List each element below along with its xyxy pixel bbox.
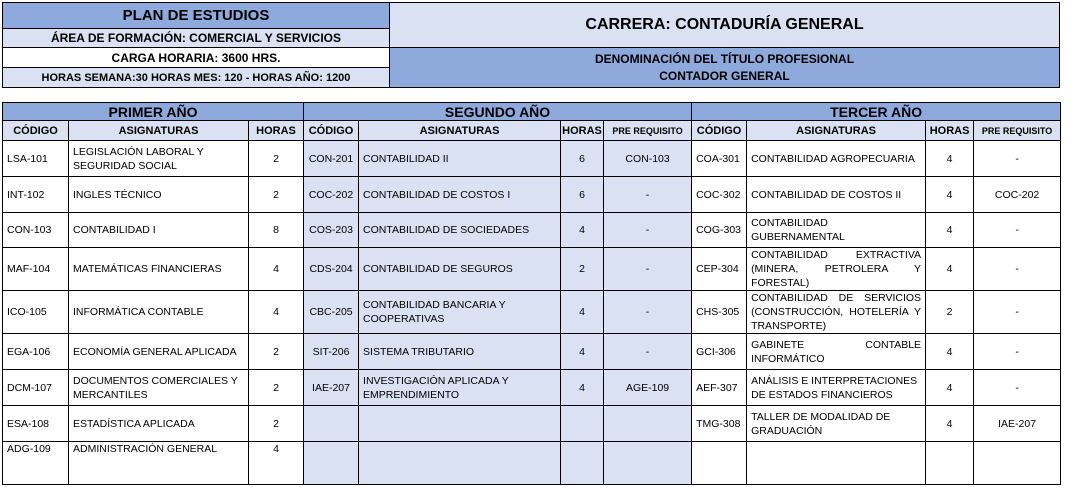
- subject-hours: 4: [926, 177, 974, 213]
- year-3-header: TERCER AÑO: [692, 103, 1061, 121]
- subject-code: EGA-106: [3, 334, 69, 370]
- empty-cell: [561, 406, 604, 442]
- denominacion-value: CONTADOR GENERAL: [659, 68, 790, 83]
- subject-hours: 2: [249, 406, 304, 442]
- subject-prerequisite: -: [604, 177, 692, 213]
- col-asignaturas: ASIGNATURAS: [747, 121, 926, 141]
- subject-name: INVESTIGACIÓN APLICADA Y EMPRENDIMIENTO: [359, 370, 561, 406]
- subject-name: CONTABILIDAD EXTRACTIVA (MINERA, PETROLERA Y FORESTAL): [747, 248, 926, 291]
- subject-prerequisite: -: [974, 291, 1061, 334]
- subject-name: CONTABILIDAD II: [359, 141, 561, 177]
- subject-hours: 4: [926, 370, 974, 406]
- subject-code: INT-102: [3, 177, 69, 213]
- subject-code: COG-303: [692, 213, 747, 248]
- table-row: [3, 442, 1061, 485]
- subject-name: LEGISLACIÓN LABORAL Y SEGURIDAD SOCIAL: [69, 141, 249, 177]
- subject-prerequisite: -: [974, 248, 1061, 291]
- subject-code: CON-103: [3, 213, 69, 248]
- subject-name: MATEMÁTICAS FINANCIERAS: [69, 248, 249, 291]
- table-row: [3, 370, 1061, 406]
- subject-hours: 2: [249, 334, 304, 370]
- subject-hours: 4: [561, 334, 604, 370]
- subject-name: CONTABILIDAD GUBERNAMENTAL: [747, 213, 926, 248]
- subject-code: ESA-108: [3, 406, 69, 442]
- subject-prerequisite: -: [604, 213, 692, 248]
- subject-prerequisite: AGE-109: [604, 370, 692, 406]
- empty-cell: [747, 442, 926, 485]
- empty-cell: [304, 406, 359, 442]
- subject-name: SISTEMA TRIBUTARIO: [359, 334, 561, 370]
- horas-detalle: HORAS SEMANA:30 HORAS MES: 120 - HORAS AÑO: 1200: [2, 67, 390, 88]
- table-row: [3, 177, 1061, 213]
- subject-code: CHS-305: [692, 291, 747, 334]
- subject-hours: 4: [561, 213, 604, 248]
- subject-code: TMG-308: [692, 406, 747, 442]
- empty-cell: [359, 442, 561, 485]
- subject-code: COA-301: [692, 141, 747, 177]
- subject-code: COC-202: [304, 177, 359, 213]
- area-formacion: ÁREA DE FORMACIÓN: COMERCIAL Y SERVICIOS: [2, 28, 390, 48]
- table-row: [3, 248, 1061, 291]
- subject-code: MAF-104: [3, 248, 69, 291]
- empty-cell: [692, 442, 747, 485]
- subject-hours: 6: [561, 141, 604, 177]
- table-row: [3, 334, 1061, 370]
- table-row: [3, 406, 1061, 442]
- subject-code: CEP-304: [692, 248, 747, 291]
- plan-title: PLAN DE ESTUDIOS: [2, 2, 390, 29]
- year-1-header: PRIMER AÑO: [3, 103, 304, 121]
- subject-hours: 4: [561, 291, 604, 334]
- subject-name: CONTABILIDAD DE COSTOS I: [359, 177, 561, 213]
- subject-name: CONTABILIDAD AGROPECUARIA: [747, 141, 926, 177]
- subject-name: CONTABILIDAD DE COSTOS II: [747, 177, 926, 213]
- subject-code: CON-201: [304, 141, 359, 177]
- carga-horaria: CARGA HORARIA: 3600 HRS.: [2, 47, 390, 68]
- subject-hours: 6: [561, 177, 604, 213]
- subject-hours: 4: [249, 248, 304, 291]
- year-header-row: [3, 103, 1061, 121]
- table-row: [3, 141, 1061, 177]
- empty-cell: [561, 442, 604, 485]
- subject-code: DCM-107: [3, 370, 69, 406]
- col-horas: HORAS: [926, 121, 974, 141]
- subject-hours: 4: [926, 213, 974, 248]
- curriculum-table: [2, 102, 1061, 485]
- subject-prerequisite: COC-202: [974, 177, 1061, 213]
- subject-hours: 2: [249, 177, 304, 213]
- subject-name: INGLES TÉCNICO: [69, 177, 249, 213]
- subject-hours: 4: [926, 334, 974, 370]
- col-prerequisito: PRE REQUISITO: [974, 121, 1061, 141]
- subject-prerequisite: -: [974, 213, 1061, 248]
- col-horas: HORAS: [249, 121, 304, 141]
- subject-prerequisite: -: [604, 334, 692, 370]
- subject-code: COS-203: [304, 213, 359, 248]
- subject-prerequisite: -: [974, 334, 1061, 370]
- subject-hours: 2: [249, 141, 304, 177]
- subject-hours: 4: [249, 442, 304, 485]
- subject-prerequisite: -: [604, 291, 692, 334]
- subject-code: CBC-205: [304, 291, 359, 334]
- subject-name: DOCUMENTOS COMERCIALES Y MERCANTILES: [69, 370, 249, 406]
- subject-prerequisite: IAE-207: [974, 406, 1061, 442]
- subject-code: ICO-105: [3, 291, 69, 334]
- subject-hours: 2: [561, 248, 604, 291]
- column-header-row: [3, 121, 1061, 141]
- table-row: [3, 213, 1061, 248]
- subject-code: IAE-207: [304, 370, 359, 406]
- subject-hours: 2: [249, 370, 304, 406]
- subject-prerequisite: -: [974, 141, 1061, 177]
- subject-name: CONTABILIDAD DE SOCIEDADES: [359, 213, 561, 248]
- subject-name: INFORMÁTICA CONTABLE: [69, 291, 249, 334]
- subject-name: ESTADÍSTICA APLICADA: [69, 406, 249, 442]
- subject-code: CDS-204: [304, 248, 359, 291]
- col-prerequisito: PRE REQUISITO: [604, 121, 692, 141]
- subject-name: CONTABILIDAD DE SEGUROS: [359, 248, 561, 291]
- subject-code: SIT-206: [304, 334, 359, 370]
- denominacion-label: DENOMINACIÓN DEL TÍTULO PROFESIONAL: [594, 51, 855, 66]
- subject-name: TALLER DE MODALIDAD DE GRADUACIÓN: [747, 406, 926, 442]
- table-row: [3, 291, 1061, 334]
- subject-name: CONTABILIDAD BANCARIA Y COOPERATIVAS: [359, 291, 561, 334]
- subject-name: CONTABILIDAD I: [69, 213, 249, 248]
- empty-cell: [974, 442, 1061, 485]
- col-horas: HORAS: [561, 121, 604, 141]
- subject-name: ANÁLISIS E INTERPRETACIONES DE ESTADOS FINANCIEROS: [747, 370, 926, 406]
- subject-prerequisite: -: [604, 248, 692, 291]
- empty-cell: [604, 442, 692, 485]
- subject-code: ADG-109: [3, 442, 69, 485]
- empty-cell: [604, 406, 692, 442]
- subject-hours: 4: [926, 406, 974, 442]
- col-asignaturas: ASIGNATURAS: [359, 121, 561, 141]
- subject-name: ECONOMÍA GENERAL APLICADA: [69, 334, 249, 370]
- denominacion-titulo: [389, 47, 1060, 88]
- subject-hours: 4: [561, 370, 604, 406]
- document-header: [2, 2, 1060, 87]
- subject-hours: 4: [249, 291, 304, 334]
- col-codigo: CÓDIGO: [692, 121, 747, 141]
- subject-prerequisite: -: [974, 370, 1061, 406]
- empty-cell: [359, 406, 561, 442]
- empty-cell: [926, 442, 974, 485]
- subject-code: COC-302: [692, 177, 747, 213]
- year-2-header: SEGUNDO AÑO: [304, 103, 692, 121]
- subject-hours: 8: [249, 213, 304, 248]
- subject-hours: 4: [926, 141, 974, 177]
- subject-hours: 2: [926, 291, 974, 334]
- col-asignaturas: ASIGNATURAS: [69, 121, 249, 141]
- carrera-title: CARRERA: CONTADURÍA GENERAL: [389, 2, 1060, 48]
- subject-name: ADMINISTRACIÓN GENERAL: [69, 442, 249, 485]
- subject-hours: 4: [926, 248, 974, 291]
- empty-cell: [304, 442, 359, 485]
- subject-name: CONTABILIDAD DE SERVICIOS (CONSTRUCCIÓN, HOTELERÍA Y TRANSPORTE): [747, 291, 926, 334]
- subject-name: GABINETE CONTABLE INFORMÁTICO: [747, 334, 926, 370]
- col-codigo: CÓDIGO: [3, 121, 69, 141]
- subject-code: LSA-101: [3, 141, 69, 177]
- subject-code: AEF-307: [692, 370, 747, 406]
- subject-prerequisite: CON-103: [604, 141, 692, 177]
- col-codigo: CÓDIGO: [304, 121, 359, 141]
- subject-code: GCI-306: [692, 334, 747, 370]
